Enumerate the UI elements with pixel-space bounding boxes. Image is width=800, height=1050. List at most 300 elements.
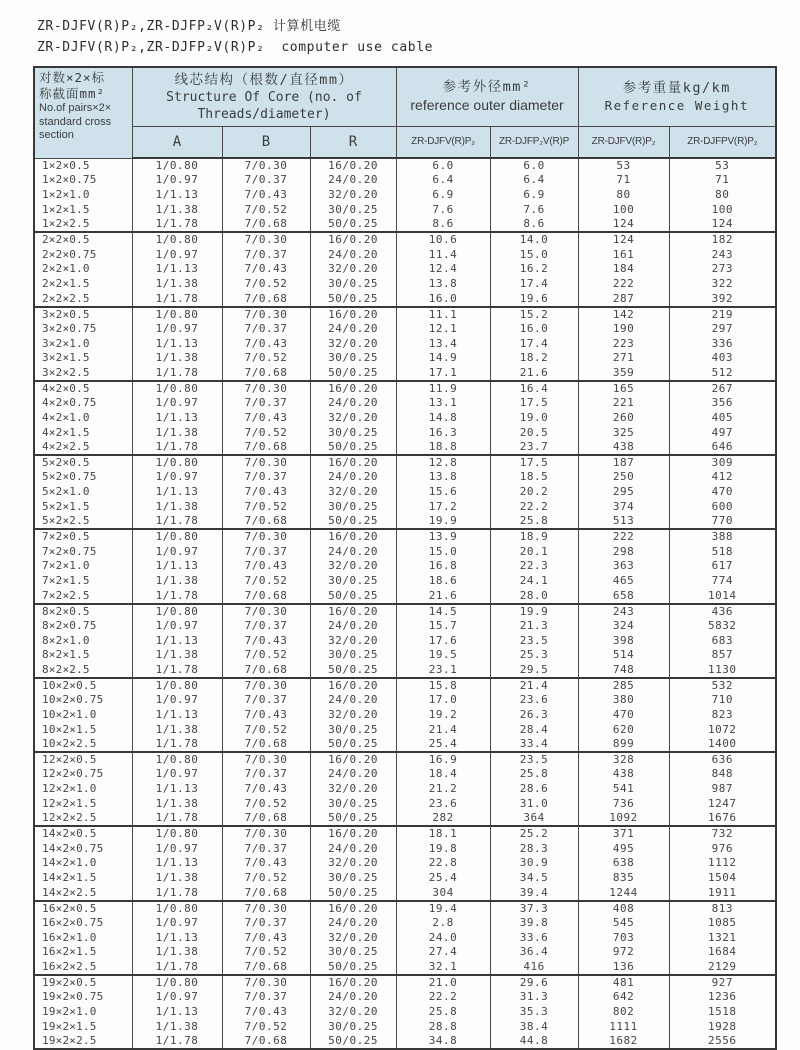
value-cell: 7/0.52 xyxy=(222,500,310,515)
spec-cell: 14×2×0.5 xyxy=(34,826,132,841)
value-cell: 30/0.25 xyxy=(310,203,396,218)
value-cell: 1/1.38 xyxy=(132,351,222,366)
value-cell: 16/0.20 xyxy=(310,678,396,693)
spec-cell: 8×2×0.75 xyxy=(34,619,132,634)
value-cell: 1/1.13 xyxy=(132,782,222,797)
value-cell: 71 xyxy=(578,173,669,188)
value-cell: 7/0.30 xyxy=(222,604,310,619)
value-cell: 34.5 xyxy=(490,871,578,886)
header-weight-group xyxy=(578,67,776,126)
spec-cell: 7×2×0.75 xyxy=(34,544,132,559)
value-cell: 187 xyxy=(578,455,669,470)
value-cell: 658 xyxy=(578,589,669,604)
value-cell: 16/0.20 xyxy=(310,826,396,841)
value-cell: 1/0.80 xyxy=(132,455,222,470)
value-cell: 1/1.38 xyxy=(132,722,222,737)
value-cell: 732 xyxy=(669,826,776,841)
value-cell: 16/0.20 xyxy=(310,232,396,247)
table-row xyxy=(34,351,776,366)
spec-cell: 2×2×2.5 xyxy=(34,292,132,307)
value-cell: 18.4 xyxy=(396,767,490,782)
value-cell: 25.8 xyxy=(396,1005,490,1020)
value-cell: 1676 xyxy=(669,811,776,826)
value-cell: 18.2 xyxy=(490,351,578,366)
table-row xyxy=(34,336,776,351)
value-cell: 7/0.68 xyxy=(222,811,310,826)
value-cell: 22.2 xyxy=(396,990,490,1005)
table-row xyxy=(34,396,776,411)
value-cell: 1504 xyxy=(669,871,776,886)
value-cell: 32/0.20 xyxy=(310,782,396,797)
value-cell: 50/0.25 xyxy=(310,663,396,678)
table-row xyxy=(34,811,776,826)
value-cell: 1/1.78 xyxy=(132,366,222,381)
spec-cell: 5×2×1.0 xyxy=(34,485,132,500)
value-cell: 1/1.78 xyxy=(132,589,222,604)
value-cell: 25.3 xyxy=(490,648,578,663)
value-cell: 774 xyxy=(669,574,776,589)
value-cell: 16.0 xyxy=(490,322,578,337)
value-cell: 374 xyxy=(578,500,669,515)
value-cell: 28.4 xyxy=(490,722,578,737)
value-cell: 7/0.52 xyxy=(222,1019,310,1034)
value-cell: 24.1 xyxy=(490,574,578,589)
value-cell: 11.9 xyxy=(396,381,490,396)
table-row xyxy=(34,262,776,277)
value-cell: 13.8 xyxy=(396,470,490,485)
value-cell: 646 xyxy=(669,440,776,455)
value-cell: 7/0.43 xyxy=(222,188,310,203)
value-cell: 23.1 xyxy=(396,663,490,678)
spec-cell: 14×2×1.0 xyxy=(34,856,132,871)
value-cell: 271 xyxy=(578,351,669,366)
value-cell: 1092 xyxy=(578,811,669,826)
spec-cell: 5×2×0.5 xyxy=(34,455,132,470)
header-pairs-zh-line2: 称截面mm² xyxy=(39,86,106,101)
value-cell: 403 xyxy=(669,351,776,366)
value-cell: 7/0.30 xyxy=(222,307,310,322)
value-cell: 136 xyxy=(578,960,669,975)
value-cell: 184 xyxy=(578,262,669,277)
value-cell: 1/1.13 xyxy=(132,856,222,871)
page-title-line-zh: ZR-DJFV(R)P₂,ZR-DJFP₂V(R)P₂ 计算机电缆 xyxy=(37,19,341,34)
table-row xyxy=(34,648,776,663)
value-cell: 21.6 xyxy=(490,366,578,381)
value-cell: 297 xyxy=(669,322,776,337)
value-cell: 250 xyxy=(578,470,669,485)
value-cell: 7/0.43 xyxy=(222,1005,310,1020)
value-cell: 7/0.30 xyxy=(222,901,310,916)
value-cell: 37.3 xyxy=(490,901,578,916)
spec-cell: 12×2×0.5 xyxy=(34,752,132,767)
value-cell: 7/0.37 xyxy=(222,544,310,559)
table-row xyxy=(34,901,776,916)
value-cell: 44.8 xyxy=(490,1034,578,1049)
value-cell: 1/1.13 xyxy=(132,336,222,351)
value-cell: 7/0.68 xyxy=(222,514,310,529)
value-cell: 7/0.68 xyxy=(222,737,310,752)
value-cell: 30/0.25 xyxy=(310,648,396,663)
value-cell: 514 xyxy=(578,648,669,663)
value-cell: 13.1 xyxy=(396,396,490,411)
value-cell: 21.4 xyxy=(490,678,578,693)
value-cell: 1/0.80 xyxy=(132,604,222,619)
value-cell: 1/0.97 xyxy=(132,470,222,485)
value-cell: 642 xyxy=(578,990,669,1005)
value-cell: 50/0.25 xyxy=(310,589,396,604)
value-cell: 53 xyxy=(669,158,776,173)
value-cell: 80 xyxy=(669,188,776,203)
value-cell: 7/0.43 xyxy=(222,930,310,945)
spec-cell: 1×2×2.5 xyxy=(34,217,132,232)
spec-cell: 10×2×2.5 xyxy=(34,737,132,752)
value-cell: 7/0.68 xyxy=(222,589,310,604)
value-cell: 24/0.20 xyxy=(310,322,396,337)
table-row xyxy=(34,366,776,381)
value-cell: 2556 xyxy=(669,1034,776,1049)
value-cell: 600 xyxy=(669,500,776,515)
value-cell: 813 xyxy=(669,901,776,916)
value-cell: 298 xyxy=(578,544,669,559)
value-cell: 32/0.20 xyxy=(310,559,396,574)
spec-cell: 7×2×1.0 xyxy=(34,559,132,574)
value-cell: 7/0.52 xyxy=(222,574,310,589)
value-cell: 636 xyxy=(669,752,776,767)
value-cell: 24/0.20 xyxy=(310,247,396,262)
value-cell: 7/0.37 xyxy=(222,916,310,931)
value-cell: 39.8 xyxy=(490,916,578,931)
spec-cell: 19×2×0.5 xyxy=(34,975,132,990)
value-cell: 1/0.97 xyxy=(132,247,222,262)
header-col-a: A xyxy=(132,126,222,158)
value-cell: 7/0.43 xyxy=(222,262,310,277)
value-cell: 50/0.25 xyxy=(310,886,396,901)
value-cell: 23.5 xyxy=(490,633,578,648)
value-cell: 17.5 xyxy=(490,455,578,470)
table-row xyxy=(34,173,776,188)
value-cell: 7/0.52 xyxy=(222,425,310,440)
value-cell: 30/0.25 xyxy=(310,722,396,737)
value-cell: 6.9 xyxy=(490,188,578,203)
value-cell: 7/0.52 xyxy=(222,203,310,218)
value-cell: 703 xyxy=(578,930,669,945)
header-pairs-cross-section xyxy=(34,67,132,158)
value-cell: 23.6 xyxy=(396,797,490,812)
value-cell: 16.0 xyxy=(396,292,490,307)
value-cell: 53 xyxy=(578,158,669,173)
value-cell: 835 xyxy=(578,871,669,886)
value-cell: 7/0.43 xyxy=(222,782,310,797)
value-cell: 23.5 xyxy=(490,752,578,767)
spec-cell: 4×2×1.5 xyxy=(34,425,132,440)
spec-cell: 16×2×0.75 xyxy=(34,916,132,931)
value-cell: 30/0.25 xyxy=(310,277,396,292)
value-cell: 1/0.80 xyxy=(132,381,222,396)
value-cell: 50/0.25 xyxy=(310,440,396,455)
value-cell: 7/0.52 xyxy=(222,722,310,737)
value-cell: 223 xyxy=(578,336,669,351)
value-cell: 7/0.43 xyxy=(222,708,310,723)
table-row xyxy=(34,619,776,634)
value-cell: 1/1.78 xyxy=(132,811,222,826)
value-cell: 14.5 xyxy=(396,604,490,619)
value-cell: 33.4 xyxy=(490,737,578,752)
value-cell: 7/0.30 xyxy=(222,826,310,841)
value-cell: 80 xyxy=(578,188,669,203)
value-cell: 7/0.52 xyxy=(222,277,310,292)
value-cell: 38.4 xyxy=(490,1019,578,1034)
value-cell: 17.4 xyxy=(490,277,578,292)
table-row xyxy=(34,752,776,767)
value-cell: 35.3 xyxy=(490,1005,578,1020)
value-cell: 1/1.13 xyxy=(132,411,222,426)
value-cell: 1072 xyxy=(669,722,776,737)
value-cell: 1/1.78 xyxy=(132,960,222,975)
value-cell: 7/0.37 xyxy=(222,693,310,708)
value-cell: 2129 xyxy=(669,960,776,975)
value-cell: 7/0.30 xyxy=(222,975,310,990)
spec-cell: 2×2×1.0 xyxy=(34,262,132,277)
spec-cell: 14×2×0.75 xyxy=(34,841,132,856)
cable-spec-table xyxy=(33,66,777,1050)
value-cell: 518 xyxy=(669,544,776,559)
value-cell: 1/1.38 xyxy=(132,648,222,663)
spec-cell: 5×2×0.75 xyxy=(34,470,132,485)
value-cell: 13.8 xyxy=(396,277,490,292)
value-cell: 23.6 xyxy=(490,693,578,708)
table-row xyxy=(34,708,776,723)
value-cell: 371 xyxy=(578,826,669,841)
value-cell: 683 xyxy=(669,633,776,648)
value-cell: 287 xyxy=(578,292,669,307)
value-cell: 1/1.78 xyxy=(132,737,222,752)
value-cell: 17.4 xyxy=(490,336,578,351)
value-cell: 30/0.25 xyxy=(310,425,396,440)
spec-cell: 1×2×0.75 xyxy=(34,173,132,188)
value-cell: 7/0.52 xyxy=(222,945,310,960)
value-cell: 13.4 xyxy=(396,336,490,351)
value-cell: 1/1.78 xyxy=(132,217,222,232)
header-outer-diameter-zh: 参考外径mm² xyxy=(442,79,532,96)
value-cell: 7/0.52 xyxy=(222,351,310,366)
value-cell: 21.6 xyxy=(396,589,490,604)
value-cell: 7/0.43 xyxy=(222,411,310,426)
spec-cell: 5×2×2.5 xyxy=(34,514,132,529)
value-cell: 32/0.20 xyxy=(310,336,396,351)
value-cell: 50/0.25 xyxy=(310,811,396,826)
value-cell: 408 xyxy=(578,901,669,916)
spec-cell: 19×2×2.5 xyxy=(34,1034,132,1049)
value-cell: 7/0.43 xyxy=(222,336,310,351)
table-row xyxy=(34,633,776,648)
spec-cell: 10×2×1.5 xyxy=(34,722,132,737)
spec-cell: 4×2×1.0 xyxy=(34,411,132,426)
spec-cell: 1×2×1.0 xyxy=(34,188,132,203)
spec-cell: 7×2×2.5 xyxy=(34,589,132,604)
value-cell: 7/0.37 xyxy=(222,322,310,337)
value-cell: 7/0.37 xyxy=(222,396,310,411)
value-cell: 1/1.78 xyxy=(132,1034,222,1049)
page-title xyxy=(37,16,433,58)
spec-cell: 7×2×0.5 xyxy=(34,529,132,544)
value-cell: 32/0.20 xyxy=(310,930,396,945)
value-cell: 1/0.80 xyxy=(132,975,222,990)
table-row xyxy=(34,425,776,440)
header-od-zr-djfp2v: ZR-DJFP₂V(R)P xyxy=(490,126,578,158)
value-cell: 30/0.25 xyxy=(310,500,396,515)
value-cell: 364 xyxy=(490,811,578,826)
value-cell: 7.6 xyxy=(396,203,490,218)
value-cell: 1/0.80 xyxy=(132,529,222,544)
table-row xyxy=(34,559,776,574)
value-cell: 1/1.78 xyxy=(132,440,222,455)
value-cell: 1/1.38 xyxy=(132,277,222,292)
value-cell: 18.5 xyxy=(490,470,578,485)
spec-cell: 8×2×2.5 xyxy=(34,663,132,678)
value-cell: 24/0.20 xyxy=(310,767,396,782)
table-row xyxy=(34,737,776,752)
value-cell: 16.4 xyxy=(490,381,578,396)
value-cell: 465 xyxy=(578,574,669,589)
value-cell: 710 xyxy=(669,693,776,708)
value-cell: 165 xyxy=(578,381,669,396)
value-cell: 32/0.20 xyxy=(310,411,396,426)
spec-cell: 2×2×0.5 xyxy=(34,232,132,247)
header-pairs-zh-line1: 对数×2×标 xyxy=(39,70,106,85)
value-cell: 24/0.20 xyxy=(310,990,396,1005)
table-row xyxy=(34,797,776,812)
value-cell: 22.3 xyxy=(490,559,578,574)
value-cell: 495 xyxy=(578,841,669,856)
value-cell: 19.0 xyxy=(490,411,578,426)
page-title-line-en: ZR-DJFV(R)P₂,ZR-DJFP₂V(R)P₂ computer use cable xyxy=(37,40,434,55)
value-cell: 380 xyxy=(578,693,669,708)
value-cell: 28.6 xyxy=(490,782,578,797)
value-cell: 1/0.97 xyxy=(132,396,222,411)
value-cell: 545 xyxy=(578,916,669,931)
spec-cell: 10×2×0.5 xyxy=(34,678,132,693)
value-cell: 19.2 xyxy=(396,708,490,723)
value-cell: 322 xyxy=(669,277,776,292)
value-cell: 5832 xyxy=(669,619,776,634)
table-row xyxy=(34,307,776,322)
value-cell: 16/0.20 xyxy=(310,158,396,173)
table-row xyxy=(34,856,776,871)
value-cell: 1928 xyxy=(669,1019,776,1034)
spec-cell: 3×2×1.5 xyxy=(34,351,132,366)
header-outer-diameter-en: reference outer diameter xyxy=(410,97,564,114)
value-cell: 976 xyxy=(669,841,776,856)
spec-cell: 19×2×1.0 xyxy=(34,1005,132,1020)
value-cell: 71 xyxy=(669,173,776,188)
value-cell: 748 xyxy=(578,663,669,678)
value-cell: 2.8 xyxy=(396,916,490,931)
table-row xyxy=(34,455,776,470)
value-cell: 1/1.13 xyxy=(132,485,222,500)
value-cell: 899 xyxy=(578,737,669,752)
value-cell: 17.1 xyxy=(396,366,490,381)
value-cell: 24/0.20 xyxy=(310,693,396,708)
value-cell: 100 xyxy=(578,203,669,218)
value-cell: 16/0.20 xyxy=(310,975,396,990)
table-row xyxy=(34,1019,776,1034)
value-cell: 7/0.37 xyxy=(222,247,310,262)
header-outer-diameter-group xyxy=(396,67,578,126)
value-cell: 513 xyxy=(578,514,669,529)
value-cell: 7/0.68 xyxy=(222,292,310,307)
table-row xyxy=(34,544,776,559)
value-cell: 7/0.30 xyxy=(222,158,310,173)
table-row xyxy=(34,722,776,737)
value-cell: 12.8 xyxy=(396,455,490,470)
value-cell: 328 xyxy=(578,752,669,767)
table-row xyxy=(34,529,776,544)
value-cell: 1130 xyxy=(669,663,776,678)
value-cell: 438 xyxy=(578,767,669,782)
value-cell: 15.8 xyxy=(396,678,490,693)
value-cell: 1682 xyxy=(578,1034,669,1049)
value-cell: 25.8 xyxy=(490,514,578,529)
value-cell: 19.6 xyxy=(490,292,578,307)
value-cell: 30.9 xyxy=(490,856,578,871)
value-cell: 325 xyxy=(578,425,669,440)
value-cell: 1684 xyxy=(669,945,776,960)
value-cell: 1/0.80 xyxy=(132,752,222,767)
value-cell: 481 xyxy=(578,975,669,990)
value-cell: 7/0.68 xyxy=(222,886,310,901)
value-cell: 16/0.20 xyxy=(310,901,396,916)
value-cell: 7/0.30 xyxy=(222,381,310,396)
value-cell: 13.9 xyxy=(396,529,490,544)
table-row xyxy=(34,500,776,515)
value-cell: 309 xyxy=(669,455,776,470)
value-cell: 7/0.37 xyxy=(222,990,310,1005)
table-row xyxy=(34,604,776,619)
value-cell: 15.0 xyxy=(396,544,490,559)
value-cell: 22.8 xyxy=(396,856,490,871)
value-cell: 243 xyxy=(669,247,776,262)
value-cell: 7/0.30 xyxy=(222,752,310,767)
value-cell: 16.9 xyxy=(396,752,490,767)
value-cell: 617 xyxy=(669,559,776,574)
table-row xyxy=(34,158,776,173)
header-od-zr-djfv: ZR-DJFV(R)P₂ xyxy=(396,126,490,158)
spec-cell: 4×2×0.75 xyxy=(34,396,132,411)
value-cell: 23.7 xyxy=(490,440,578,455)
value-cell: 30/0.25 xyxy=(310,871,396,886)
table-row xyxy=(34,975,776,990)
header-pairs-en-line1: No.of pairs×2× xyxy=(39,102,112,114)
value-cell: 16.8 xyxy=(396,559,490,574)
value-cell: 1/0.97 xyxy=(132,841,222,856)
table-row xyxy=(34,217,776,232)
value-cell: 848 xyxy=(669,767,776,782)
table-row xyxy=(34,381,776,396)
value-cell: 7/0.68 xyxy=(222,440,310,455)
value-cell: 6.4 xyxy=(396,173,490,188)
spec-cell: 8×2×0.5 xyxy=(34,604,132,619)
value-cell: 29.5 xyxy=(490,663,578,678)
value-cell: 25.4 xyxy=(396,871,490,886)
value-cell: 1/1.13 xyxy=(132,559,222,574)
value-cell: 304 xyxy=(396,886,490,901)
table-row xyxy=(34,589,776,604)
value-cell: 31.3 xyxy=(490,990,578,1005)
value-cell: 1/1.78 xyxy=(132,886,222,901)
spec-cell: 14×2×2.5 xyxy=(34,886,132,901)
value-cell: 7/0.37 xyxy=(222,841,310,856)
value-cell: 16.3 xyxy=(396,425,490,440)
